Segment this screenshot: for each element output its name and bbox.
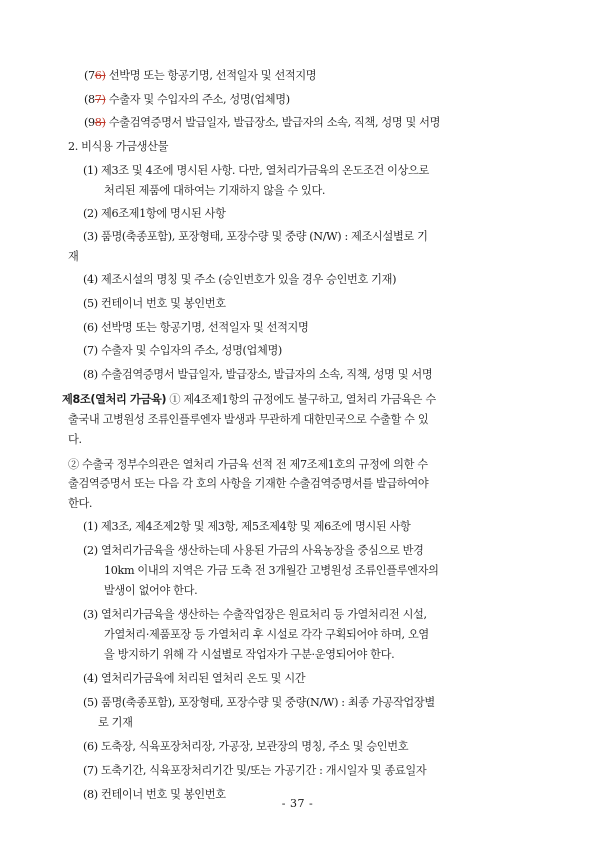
list-item: (6) 선박명 또는 항공기명, 선적일자 및 선적지명 [83,321,309,334]
list-item: (7) 도축기간, 식육포장처리기간 및/또는 가공기간 : 개시일자 및 종료일자 [83,764,427,777]
list-item: (76) 선박명 또는 항공기명, 선적일자 및 선적지명 [84,69,317,82]
list-item-continuation: 로 기재 [98,716,133,729]
list-item: (5) 컨테이너 번호 및 봉인번호 [83,297,226,310]
list-item-continuation: 처리된 제품에 대하여는 기재하지 않을 수 있다. [104,184,326,197]
strikethrough-number: 6) [94,69,106,82]
list-item-continuation: 10km 이내의 지역은 가금 도축 전 3개월간 고병원성 조류인플루엔자의 [104,564,439,577]
section-heading: 2. 비식용 가금생산물 [68,140,169,153]
list-item: (2) 열처리가금육을 생산하는데 사용된 가금의 사육농장을 중심으로 반경 [83,544,424,557]
strikethrough-number: 7) [94,93,106,106]
list-item: (3) 열처리가금육을 생산하는 수출작업장은 원료처리 등 가열처리전 시설, [83,608,427,621]
list-item: (8) 수출검역증명서 발급일자, 발급장소, 발급자의 소속, 직책, 성명 및 서명 [83,368,433,381]
list-item: (4) 열처리가금육에 처리된 열처리 온도 및 시간 [83,672,306,685]
article-paragraph: 제8조(열처리 가금육) ① 제4조제1항의 규정에도 불구하고, 열처리 가금육은 수 [62,393,436,406]
list-item-continuation: 발생이 없어야 한다. [104,584,198,597]
list-item: (7) 수출자 및 수입자의 주소, 성명(업체명) [83,344,282,357]
list-item-continuation: 재 [68,250,79,263]
list-item-continuation: 가열처리·제품포장 등 가열처리 후 시설로 각각 구획되어야 하며, 오염 [104,628,429,641]
list-item: (4) 제조시설의 명칭 및 주소 (승인번호가 있을 경우 승인번호 기재) [83,273,397,286]
list-item-continuation: 을 방지하기 위해 각 시설별로 작업자가 구분·운영되어야 한다. [104,648,395,661]
list-item: (98) 수출검역증명서 발급일자, 발급장소, 발급자의 소속, 직책, 성명 및 서명 [84,116,441,129]
list-item: (6) 도축장, 식육포장처리장, 가공장, 보관장의 명칭, 주소 및 승인번호 [83,740,409,753]
paragraph-line: 출국내 고병원성 조류인플루엔자 발생과 무관하게 대한민국으로 수출할 수 있 [68,413,429,426]
page-number: - 37 - [281,797,314,810]
list-item: (1) 제3조, 제4조제2항 및 제3항, 제5조제4항 및 제6조에 명시된 사항 [83,520,411,533]
list-item: (2) 제6조제1항에 명시된 사항 [83,207,226,220]
strikethrough-number: 8) [94,116,106,129]
paragraph-line: 한다. [68,497,93,510]
list-item: (5) 품명(축종포함), 포장형태, 포장수량 및 중량(N/W) : 최종 가공작업장별 [83,696,435,709]
list-item: (3) 품명(축종포함), 포장형태, 포장수량 및 중량 (N/W) : 제조시설별로 기 [83,230,428,243]
paragraph-line: ② 수출국 정부수의관은 열처리 가금육 선적 전 제7조제1호의 규정에 의한 수 [68,458,428,471]
list-item: (1) 제3조 및 4조에 명시된 사항. 다만, 열처리가금육의 온도조건 이상으로 [83,164,429,177]
paragraph-line: 다. [68,433,82,446]
list-item: (8) 컨테이너 번호 및 봉인번호 [83,788,226,801]
paragraph-line: 출검역증명서 또는 다음 각 호의 사항을 기재한 수출검역증명서를 발급하여야 [68,477,429,490]
list-item: (87) 수출자 및 수입자의 주소, 성명(업체명) [84,93,290,106]
article-title: 제8조(열처리 가금육) [62,393,167,406]
